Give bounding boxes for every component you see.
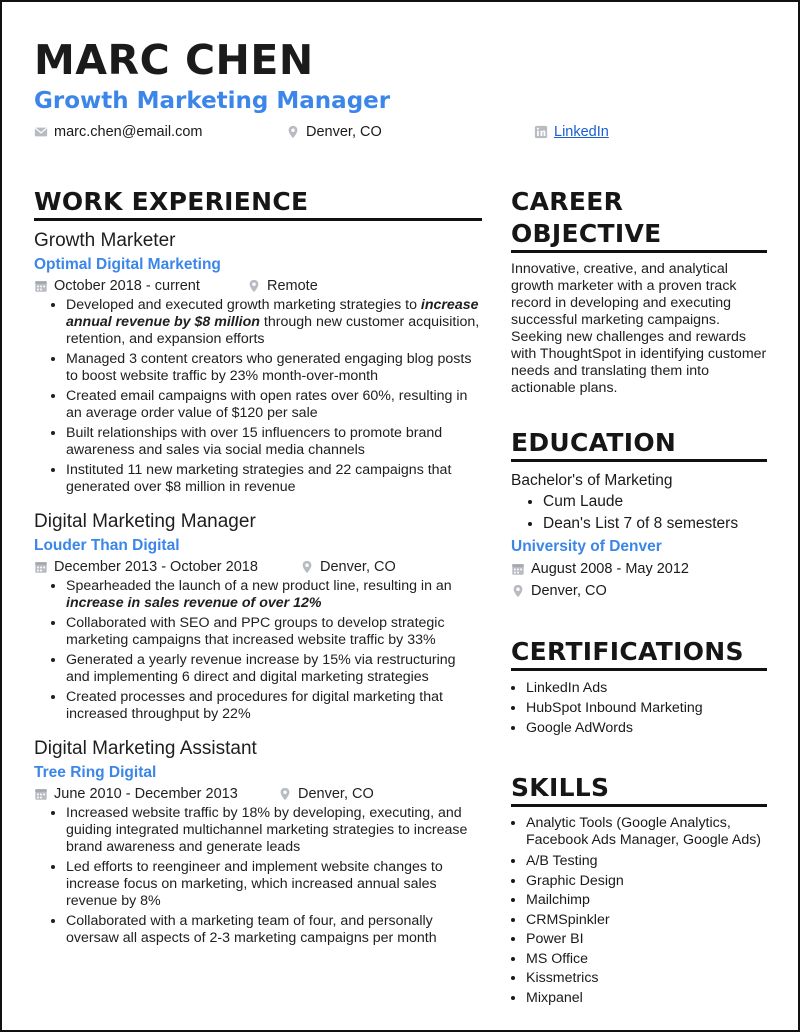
dates-text: June 2010 - December 2013 <box>54 786 238 802</box>
contact-linkedin[interactable] <box>534 124 609 140</box>
job-bullets <box>34 297 482 496</box>
calendar-icon <box>34 560 48 574</box>
company-name: Louder Than Digital <box>34 537 180 554</box>
dates-text: August 2008 - May 2012 <box>531 561 689 577</box>
bullet-item: • Collaborated with SEO and PPC groups to develop strategic marketing campaigns that increased website traffic by 33% <box>66 615 482 649</box>
list-item: • CRMSpinkler <box>526 911 767 931</box>
company-name: Tree Ring Digital <box>34 764 157 781</box>
bullet-item: • Instituted 11 new marketing strategies and 22 campaigns that generated over $8 million in revenue <box>66 462 482 496</box>
calendar-icon <box>34 279 48 293</box>
map-pin-icon <box>286 125 300 139</box>
dates-text: December 2013 - October 2018 <box>54 559 258 575</box>
job-meta <box>34 277 482 297</box>
envelope-icon <box>34 125 48 139</box>
bullet-item: • Led efforts to reengineer and implement website changes to increase focus on marketing, which increased annual sales revenue by 8% <box>66 859 482 910</box>
job-entry <box>34 229 482 496</box>
list-item: • Google AdWords <box>526 719 767 739</box>
list-item: • Analytic Tools (Google Analytics, Facebook Ads Manager, Google Ads) <box>526 815 767 849</box>
job-title: Digital Marketing Manager <box>34 511 256 532</box>
map-pin-icon <box>247 279 261 293</box>
contact-location <box>286 124 382 140</box>
list-item: • Mailchimp <box>526 891 767 911</box>
location-text: Denver, CO <box>531 583 607 599</box>
candidate-name: MARC CHEN <box>34 36 314 84</box>
job-location <box>247 278 318 294</box>
calendar-icon <box>511 562 525 576</box>
school-name: University of Denver <box>511 538 662 555</box>
list-item: • Kissmetrics <box>526 969 767 989</box>
candidate-title: Growth Marketing Manager <box>34 88 391 114</box>
job-entry <box>34 737 482 947</box>
bullet-item: • Created processes and procedures for digital marketing that increased throughput by 22% <box>66 689 482 723</box>
bullet-item: • Developed and executed growth marketing strategies to increase annual revenue by $8 million through new customer acquisition, retention, and expansion efforts <box>66 297 482 348</box>
list-item: • Dean's List 7 of 8 semesters <box>543 513 767 535</box>
linkedin-link[interactable]: LinkedIn <box>554 124 609 140</box>
section-title-certifications: CERTIFICATIONS <box>511 636 767 671</box>
job-bullets <box>34 805 482 947</box>
section-title-education: EDUCATION <box>511 427 767 462</box>
degree-name: Bachelor's of Marketing <box>511 472 673 489</box>
list-item: • A/B Testing <box>526 852 767 872</box>
list-item: • Cum Laude <box>543 491 767 513</box>
job-location <box>300 559 396 575</box>
calendar-icon <box>34 787 48 801</box>
right-column <box>511 186 767 1008</box>
bullet-item: • Collaborated with a marketing team of four, and personally oversaw all aspects of 2-3 marketing campaigns per month <box>66 913 482 947</box>
honors-list <box>511 491 767 535</box>
contact-row <box>34 124 774 148</box>
job-dates <box>34 278 200 294</box>
linkedin-icon <box>534 125 548 139</box>
job-meta <box>34 785 482 805</box>
location-text: Remote <box>267 278 318 294</box>
list-item: • LinkedIn Ads <box>526 679 767 699</box>
company-name: Optimal Digital Marketing <box>34 256 221 273</box>
education-dates <box>511 558 767 580</box>
skills-list <box>511 815 767 1008</box>
location-text: Denver, CO <box>320 559 396 575</box>
job-location <box>278 786 374 802</box>
email-text: marc.chen@email.com <box>54 124 203 140</box>
job-bullets <box>34 578 482 723</box>
job-title: Growth Marketer <box>34 230 176 251</box>
list-item: • HubSpot Inbound Marketing <box>526 699 767 719</box>
education-location <box>511 580 767 602</box>
bullet-item: • Built relationships with over 15 influencers to promote brand awareness and sales via social media channels <box>66 425 482 459</box>
job-meta <box>34 558 482 578</box>
bullet-item: • Generated a yearly revenue increase by 15% via restructuring and implementing 6 direct and digital marketing strategies <box>66 652 482 686</box>
job-dates <box>34 559 258 575</box>
job-title: Digital Marketing Assistant <box>34 738 257 759</box>
section-title-objective: CAREER OBJECTIVE <box>511 186 767 253</box>
job-entry <box>34 510 482 723</box>
contact-email[interactable] <box>34 124 202 140</box>
map-pin-icon <box>511 584 525 598</box>
dates-text: October 2018 - current <box>54 278 200 294</box>
list-item: • Graphic Design <box>526 872 767 892</box>
list-item: • Mixpanel <box>526 989 767 1009</box>
bullet-item: • Created email campaigns with open rates over 60%, resulting in an average order value of $120 per sale <box>66 388 482 422</box>
bullet-item: • Spearheaded the launch of a new product line, resulting in an increase in sales revenue of over 12% <box>66 578 482 612</box>
bullet-item: • Increased website traffic by 18% by developing, executing, and guiding integrated multichannel marketing strategies to increase brand awareness and generate leads <box>66 805 482 856</box>
certifications-list <box>511 679 767 738</box>
section-title-work: WORK EXPERIENCE <box>34 186 482 221</box>
left-column <box>34 186 482 961</box>
list-item: • Power BI <box>526 930 767 950</box>
location-text: Denver, CO <box>298 786 374 802</box>
bullet-item: • Managed 3 content creators who generated engaging blog posts to boost website traffic by 23% month-over-month <box>66 351 482 385</box>
map-pin-icon <box>300 560 314 574</box>
section-title-skills: SKILLS <box>511 772 767 807</box>
list-item: • MS Office <box>526 950 767 970</box>
resume-header <box>34 36 774 148</box>
location-text: Denver, CO <box>306 124 382 140</box>
job-dates <box>34 786 238 802</box>
objective-text: Innovative, creative, and analytical growth marketer with a proven track record in developing and executing successful marketing campaigns. Seeking new challenges and rewards with ThoughtSpot in identifying customer needs and translating them into actionable plans. <box>511 261 767 396</box>
map-pin-icon <box>278 787 292 801</box>
